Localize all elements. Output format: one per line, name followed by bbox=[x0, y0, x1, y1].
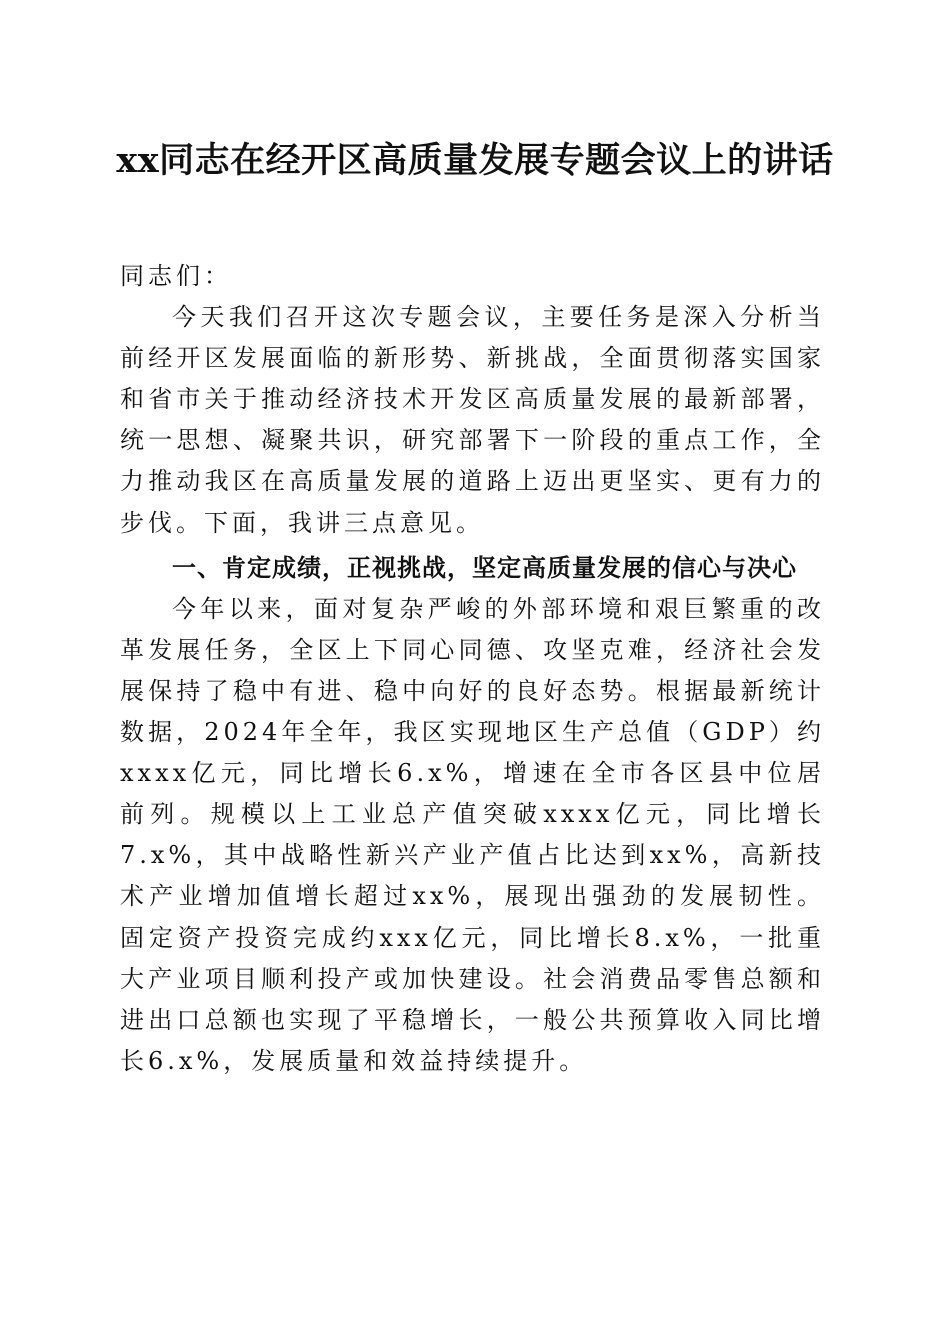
section-heading: 一、肯定成绩，正视挑战，坚定高质量发展的信心与决心 bbox=[172, 553, 797, 582]
document-title: xx同志在经开区高质量发展专题会议上的讲话 bbox=[116, 140, 834, 181]
section-paragraph: 今年以来，面对复杂严峻的外部环境和艰巨繁重的改革发展任务，全区上下同心同德、攻坚克难，经济社会发展保持了稳中有进、稳中向好的良好态势。根据最新统计数据，2024年全年，我区实现地区生产总值（GDP）约xxxx亿元，同比增长6.x%，增速在全市各区县中位居前列。规模以上工业总产值突破xxxx亿元，同比增长7.x%，其中战略性新兴产业产值占比达到xx%，高新技术产业增加值增长超过xx%，展现出强劲的发展韧性。固定资产投资完成约xxx亿元，同比增长8.x%，一批重大产业项目顺利投产或加快建设。社会消费品零售总额和进出口总额也实现了平稳增长，一般公共预算收入同比增长6.x%，发展质量和效益持续提升。 bbox=[120, 594, 825, 1075]
document-body bbox=[120, 256, 825, 1082]
opening-paragraph: 今天我们召开这次专题会议，主要任务是深入分析当前经开区发展面临的新形势、新挑战，全面贯彻落实国家和省市关于推动经济技术开发区高质量发展的最新部署，统一思想、凝聚共识，研究部署下一阶段的重点工作，全力推动我区在高质量发展的道路上迈出更坚实、更有力的步伐。下面，我讲三点意见。 bbox=[120, 303, 825, 537]
salutation: 同志们： bbox=[120, 262, 232, 290]
